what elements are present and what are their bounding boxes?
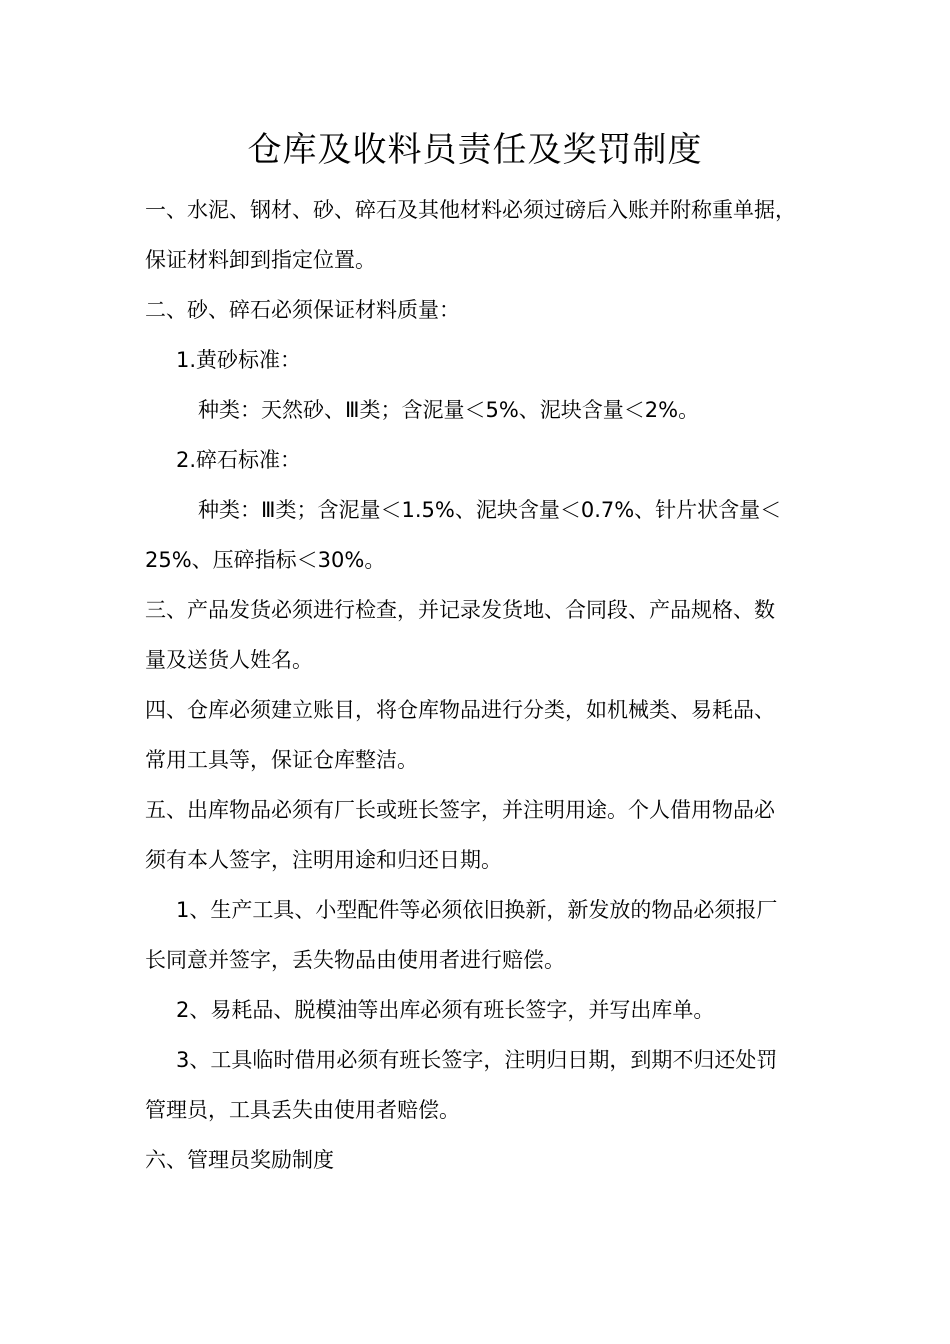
paragraph-line-1: 一、水泥、钢材、砂、碎石及其他材料必须过磅后入账并附称重单据， [145, 198, 796, 222]
paragraph-line-15: 1、生产工具、小型配件等必须依旧换新，新发放的物品必须报厂 [176, 898, 778, 922]
paragraph-line-16: 长同意并签字，丢失物品由使用者进行赔偿。 [145, 948, 565, 972]
paragraph-line-4: 1.黄砂标准： [176, 348, 302, 372]
paragraph-line-2: 保证材料卸到指定位置。 [145, 248, 376, 272]
paragraph-line-11: 四、仓库必须建立账目，将仓库物品进行分类，如机械类、易耗品、 [145, 698, 775, 722]
paragraph-line-14: 须有本人签字，注明用途和归还日期。 [145, 848, 502, 872]
paragraph-line-10: 量及送货人姓名。 [145, 648, 313, 672]
paragraph-line-6: 2.碎石标准： [176, 448, 302, 472]
paragraph-line-18: 3、工具临时借用必须有班长签字，注明归日期，到期不归还处罚 [176, 1048, 778, 1072]
paragraph-line-5: 种类：天然砂、Ⅲ类；含泥量＜5%、泥块含量＜2%。 [198, 398, 700, 422]
paragraph-line-3: 二、砂、碎石必须保证材料质量： [145, 298, 460, 322]
paragraph-line-20: 六、管理员奖励制度 [145, 1148, 334, 1172]
paragraph-line-17: 2、易耗品、脱模油等出库必须有班长签字，并写出库单。 [176, 998, 715, 1022]
document-title: 仓库及收料员责任及奖罚制度 [247, 130, 703, 170]
paragraph-line-8: 25%、压碎指标＜30%。 [145, 548, 386, 572]
paragraph-line-9: 三、产品发货必须进行检查，并记录发货地、合同段、产品规格、数 [145, 598, 775, 622]
paragraph-line-12: 常用工具等，保证仓库整洁。 [145, 748, 418, 772]
paragraph-line-13: 五、出库物品必须有厂长或班长签字，并注明用途。个人借用物品必 [145, 798, 775, 822]
paragraph-line-19: 管理员，工具丢失由使用者赔偿。 [145, 1098, 460, 1122]
paragraph-line-7: 种类：Ⅲ类；含泥量＜1.5%、泥块含量＜0.7%、针片状含量＜ [198, 498, 782, 522]
